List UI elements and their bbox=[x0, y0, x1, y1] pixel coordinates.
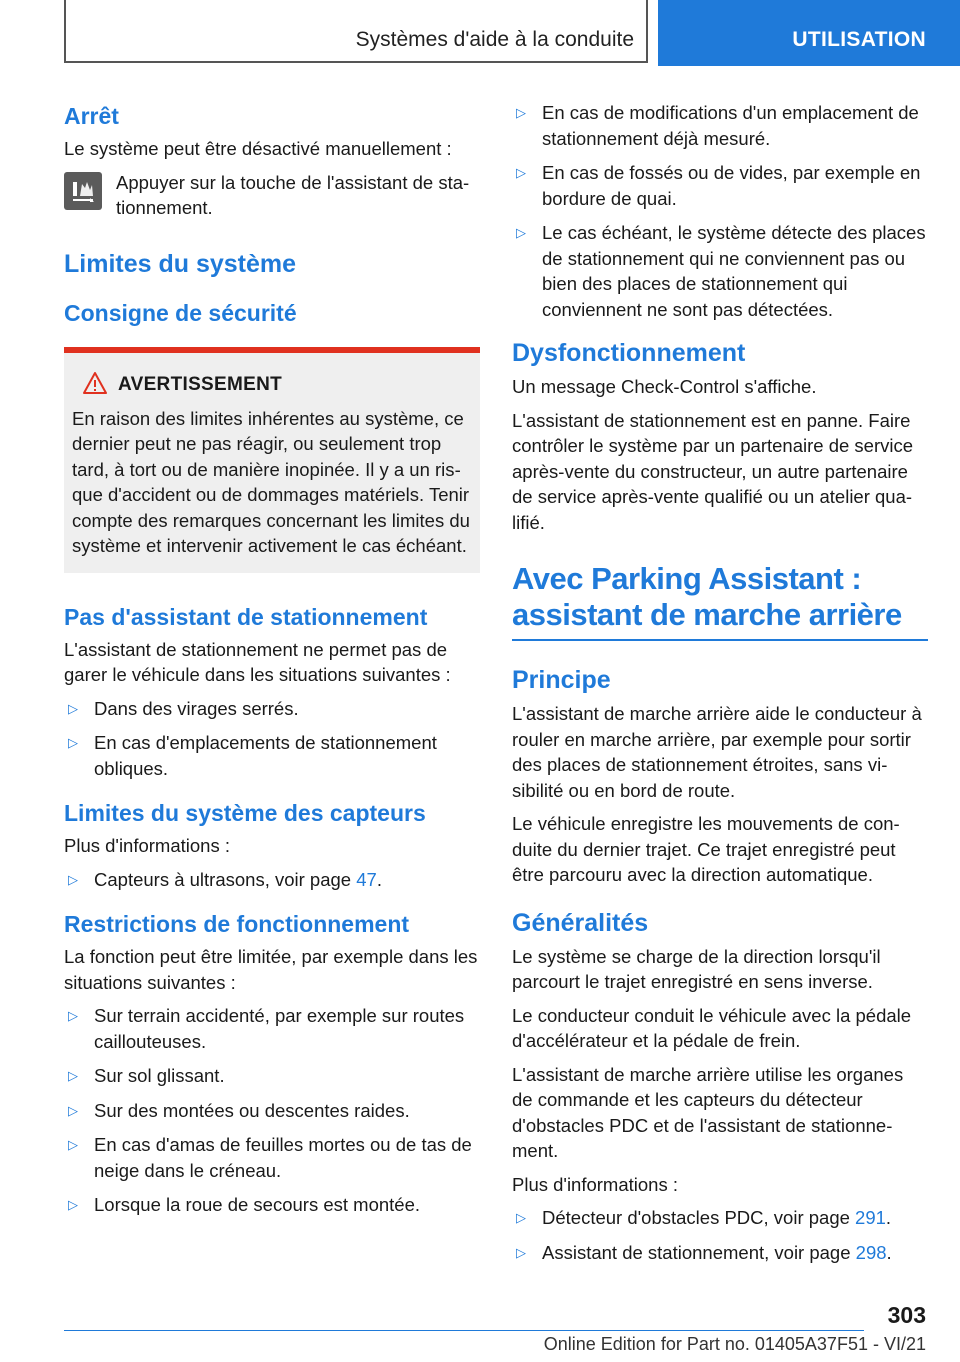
right-column bbox=[512, 100, 928, 1274]
bullet-triangle-icon: ▷ bbox=[516, 105, 526, 120]
restrictions-text: La fonction peut être limitée, par exemple dans les situations suivantes : bbox=[64, 946, 478, 993]
page-link[interactable]: 298 bbox=[855, 1241, 887, 1263]
bullet-triangle-icon: ▷ bbox=[516, 225, 526, 240]
dysf-text-1: Un message Check-Control s'affiche. bbox=[512, 376, 817, 397]
list-item: ▷ Dans des virages serrés. bbox=[64, 696, 480, 722]
capteurs-text: Plus d'informations : bbox=[64, 835, 230, 856]
section-title: Systèmes d'aide à la conduite bbox=[355, 28, 634, 51]
page-number: 303 bbox=[887, 1302, 926, 1328]
capteurs-list bbox=[64, 867, 480, 893]
chapter-tab[interactable] bbox=[658, 0, 960, 66]
list-item: ▷ En cas de modifications d'un emplacement de stationnement déjà mesuré. bbox=[516, 102, 919, 149]
footer-edition: Online Edition for Part no. 01405A37F51 - VI/21 bbox=[543, 1334, 926, 1354]
bullet-triangle-icon: ▷ bbox=[68, 735, 78, 750]
left-column bbox=[64, 100, 480, 1227]
warning-box bbox=[64, 347, 480, 573]
heading-principe: Principe bbox=[512, 666, 611, 694]
heading-limites: Limites du système bbox=[64, 249, 297, 278]
warning-text: En raison des limites inhérentes au système, ce dernier peut ne pas réagir, ou seulement trop tard, à tort ou de manière inopinée. Il y a un risque d'accident ou de dommages matériels. Tenir compte des remarques concernant les limites du système et intervenir activement le cas échéant. bbox=[72, 407, 470, 556]
heading-consigne: Consigne de sécurité bbox=[64, 299, 297, 326]
page-link[interactable]: 47 bbox=[356, 868, 377, 890]
pas-assistant-text: L'assistant de stationnement ne permet pas de garer le véhicule dans les situations suivantes : bbox=[64, 638, 451, 685]
bullet-triangle-icon: ▷ bbox=[516, 1244, 526, 1260]
section-header-box bbox=[64, 0, 648, 63]
list-item: ▷ En cas d'emplacements de stationnement obliques. bbox=[68, 732, 437, 779]
footer-divider bbox=[64, 1330, 864, 1331]
arret-text: Le système peut être désactivé manuellement : bbox=[64, 138, 452, 159]
list-item: ▷ Lorsque la roue de secours est montée. bbox=[64, 1192, 480, 1218]
pas-assistant-list bbox=[64, 696, 480, 782]
page-header bbox=[0, 0, 960, 66]
dysf-text-2: L'assistant de stationnement est en panne. Faire contrôler le système par un partenaire de service après-vente du constructeur, un autre partenaire de service après-vente qualifié ou un atelier qualifié. bbox=[512, 409, 914, 533]
restrictions-list bbox=[64, 1003, 480, 1218]
list-item: ▷ Sur terrain accidenté, par exemple sur routes caillouteuses. bbox=[68, 1005, 465, 1052]
warning-title: AVERTISSEMENT bbox=[118, 374, 283, 395]
list-item: ▷ Détecteur d'obstacles PDC, voir page 291. bbox=[512, 1205, 928, 1231]
heading-restrictions: Restrictions de fonctionnement bbox=[64, 911, 410, 937]
parking-assistant-key-icon bbox=[64, 172, 102, 210]
heading-arret: Arrêt bbox=[64, 103, 119, 129]
bullet-triangle-icon: ▷ bbox=[68, 1102, 78, 1118]
bullet-triangle-icon: ▷ bbox=[516, 1210, 526, 1225]
list-item: ▷ Capteurs à ultrasons, voir page 47. bbox=[64, 867, 480, 893]
bullet-triangle-icon: ▷ bbox=[68, 1197, 78, 1212]
principe-text-1: L'assistant de marche arrière aide le conducteur à rouler en marche arrière, par exemple pour sortir des places de stationnement étroites, sans visibilité ou en bord de route. bbox=[512, 703, 922, 801]
arret-instruction bbox=[64, 170, 480, 221]
principe-text-2: Le véhicule enregistre les mouvements de conduite du dernier trajet. Ce trajet enregistré peut être parcouru avec la direction automatique. bbox=[512, 813, 900, 885]
general-text-1: Le système se charge de la direction lorsqu'il parcourt le trajet enregistré en sens inverse. bbox=[512, 945, 881, 992]
bullet-triangle-icon: ▷ bbox=[68, 1068, 78, 1083]
heading-capteurs: Limites du système des capteurs bbox=[64, 800, 426, 826]
page-link[interactable]: 291 bbox=[855, 1207, 886, 1228]
arret-instruction-text: Appuyer sur la touche de l'assistant de stationnement. bbox=[116, 171, 470, 218]
bullet-triangle-icon: ▷ bbox=[68, 871, 78, 887]
general-text-4: Plus d'informations : bbox=[512, 1173, 678, 1195]
bullet-triangle-icon: ▷ bbox=[68, 1008, 78, 1023]
list-item: ▷ Le cas échéant, le système détecte des places de stationnement qui ne conviennent pas ou bien des places de stationnement qui conviennent ne sont pas détectées. bbox=[516, 222, 926, 320]
general-text-2: Le conducteur conduit le véhicule avec la pédale d'accélérateur et la pédale de frein. bbox=[512, 1004, 912, 1051]
general-text-3: L'assistant de marche arrière utilise les organes de commande et les capteurs du détecteur d'obstacles PDC et de l'assistant de stationnement. bbox=[512, 1063, 904, 1161]
list-item: ▷ En cas de fossés ou de vides, par exemple en bordure de quai. bbox=[516, 162, 921, 209]
chapter-heading: Avec Parking Assistant : assistant de marche arrière bbox=[512, 561, 928, 641]
list-item: ▷ Sur des montées ou descentes raides. bbox=[64, 1098, 480, 1124]
bullet-triangle-icon: ▷ bbox=[516, 165, 526, 180]
general-list bbox=[512, 1205, 928, 1265]
heading-generalites: Généralités bbox=[512, 908, 649, 937]
list-item: ▷ Assistant de stationnement, voir page 298. bbox=[512, 1240, 928, 1266]
heading-pas-assistant: Pas d'assistant de stationnement bbox=[64, 603, 428, 630]
heading-dysfonctionnement: Dysfonctionnement bbox=[512, 339, 746, 367]
chapter-tab-label: UTILISATION bbox=[792, 28, 926, 51]
list-item: ▷ En cas d'amas de feuilles mortes ou de tas de neige dans le créneau. bbox=[68, 1134, 472, 1181]
list-item: ▷ Sur sol glissant. bbox=[64, 1063, 480, 1089]
bullet-triangle-icon: ▷ bbox=[68, 700, 78, 716]
warning-triangle-icon bbox=[82, 371, 108, 400]
right-top-list bbox=[512, 100, 928, 322]
bullet-triangle-icon: ▷ bbox=[68, 1137, 78, 1152]
warning-header bbox=[82, 371, 472, 400]
